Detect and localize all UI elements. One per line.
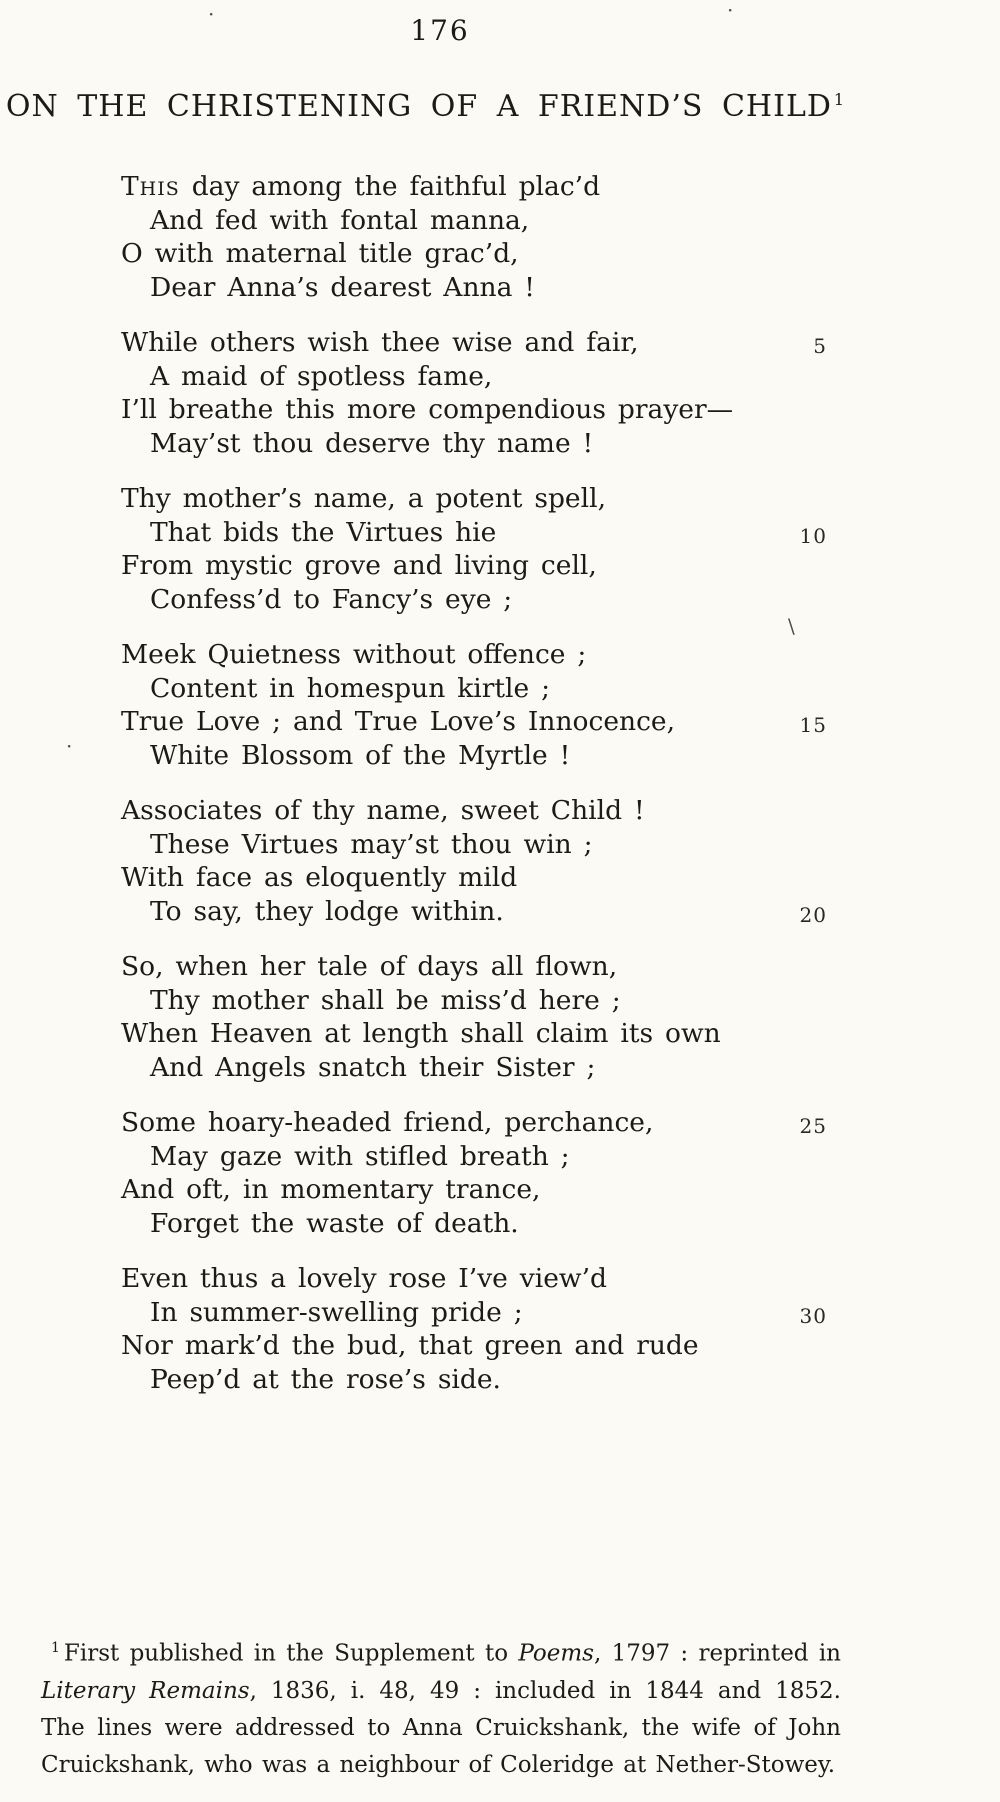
poem-line <box>121 1051 821 1085</box>
poem-line-text: White Blossom of the Myrtle ! <box>150 739 571 771</box>
poem-line-text: With face as eloquently mild <box>121 862 518 893</box>
poem-line <box>121 583 821 617</box>
stanza <box>121 326 827 460</box>
poem-line-text: May gaze with stifled breath ; <box>150 1140 570 1172</box>
scan-artifact: · <box>208 2 215 26</box>
poem-line <box>121 170 821 204</box>
poem-line-text: And oft, in momentary trance, <box>121 1174 541 1205</box>
poem-line <box>121 1140 821 1174</box>
verse-line-number: 25 <box>799 1114 827 1138</box>
title-footnote-ref: 1 <box>833 90 845 109</box>
poem-line <box>121 1329 821 1363</box>
poem-line-text: Peep’d at the rose’s side. <box>150 1363 501 1395</box>
poem-line <box>121 482 821 516</box>
poem-line <box>121 360 821 394</box>
poem-line <box>121 895 827 929</box>
poem-line-text: Associates of thy name, sweet Child ! <box>121 795 645 826</box>
poem-line <box>121 393 821 427</box>
poem-line <box>121 549 821 583</box>
stanza <box>121 794 827 928</box>
poem-line <box>121 1173 821 1207</box>
poem-line-text: True Love ; and True Love’s Innocence, <box>121 706 676 737</box>
poem-line-text: And Angels snatch their Sister ; <box>150 1051 596 1083</box>
poem-line-text: That bids the Virtues hie <box>150 516 497 548</box>
poem-line <box>121 204 821 238</box>
poem-line <box>121 861 821 895</box>
poem-line-text: This day among the faithful plac’d <box>121 171 601 202</box>
poem-line-text: And fed with fontal manna, <box>150 204 530 236</box>
poem-line <box>121 1017 821 1051</box>
poem-line <box>121 739 821 773</box>
poem-line <box>121 237 821 271</box>
scan-artifact: · <box>727 0 734 22</box>
poem-line <box>121 326 827 360</box>
poem-line-text: While others wish thee wise and fair, <box>121 327 639 358</box>
poem-line <box>121 1262 821 1296</box>
poem-line-text: Thy mother’s name, a potent spell, <box>121 483 606 514</box>
verse-line-number: 10 <box>799 523 827 548</box>
poem-line-text: May’st thou deserve thy name ! <box>150 427 594 459</box>
stanza <box>121 1262 827 1396</box>
footnote-segment: , 1836, i. 48, 49 : included in 1844 and 1852. The lines were addressed to Anna Cruickshank, the wife of John Cruickshank, who was a neighbour of Coleridge at Nether-Stowey. <box>41 1677 841 1778</box>
footnote-text <box>41 1641 841 1778</box>
poem-line-text: Some hoary-headed friend, perchance, <box>121 1107 654 1138</box>
poem-title <box>0 89 850 124</box>
stanza <box>121 950 821 1084</box>
footnote-segment: First published in the Supplement to <box>63 1640 519 1667</box>
poem-line <box>121 427 821 461</box>
stanza <box>121 170 821 304</box>
verse-line-number: 5 <box>813 334 827 358</box>
verse-line-number: 20 <box>799 902 827 927</box>
poem-line-text: I’ll breathe this more compendious prayer— <box>121 394 734 425</box>
poem-line <box>121 984 821 1018</box>
poem-line-text: When Heaven at length shall claim its own <box>121 1018 721 1049</box>
poem-line <box>121 672 821 706</box>
poem-line-text: From mystic grove and living cell, <box>121 550 597 581</box>
poem-line <box>121 1296 827 1330</box>
poem-line-text: O with maternal title grac’d, <box>121 238 519 269</box>
scan-artifact: \ <box>788 614 795 638</box>
poem-body <box>121 170 827 1396</box>
poem-line-text: To say, they lodge within. <box>150 895 504 927</box>
poem-line <box>121 950 821 984</box>
poem-line <box>121 638 821 672</box>
poem-line <box>121 516 827 550</box>
poem-line-text: Content in homespun kirtle ; <box>150 672 551 704</box>
smallcaps-lead-word: This <box>121 171 180 202</box>
poem-line-text: Forget the waste of death. <box>150 1207 519 1239</box>
poem-line-text: These Virtues may’st thou win ; <box>150 828 593 860</box>
footnote-segment-italic: Poems <box>518 1640 594 1667</box>
poem-line-text: Thy mother shall be miss’d here ; <box>150 984 621 1016</box>
poem-line-text: Dear Anna’s dearest Anna ! <box>150 271 535 303</box>
poem-line-text: In summer-swelling pride ; <box>150 1296 523 1328</box>
poem-title-text: ON THE CHRISTENING OF A FRIEND’S CHILD <box>5 89 832 124</box>
stanza <box>121 482 827 616</box>
poem-line-text: Even thus a lovely rose I’ve view’d <box>121 1263 607 1294</box>
poem-line-text: Meek Quietness without offence ; <box>121 639 587 670</box>
verse-line-number: 15 <box>799 713 827 737</box>
poem-line-text: A maid of spotless fame, <box>150 360 493 392</box>
stanza <box>121 1106 827 1240</box>
stanza <box>121 638 827 772</box>
scan-artifact: · <box>66 734 73 758</box>
footnote-ref-marker: 1 <box>51 1640 60 1656</box>
page-number: 176 <box>410 14 470 47</box>
footnote-segment: , 1797 : reprinted in <box>593 1640 841 1667</box>
poem-line <box>121 1363 821 1397</box>
poem-line <box>121 828 821 862</box>
poem-line-text: Confess’d to Fancy’s eye ; <box>150 583 513 615</box>
poem-line <box>121 705 827 739</box>
poem-line-text: Nor mark’d the bud, that green and rude <box>121 1330 699 1361</box>
footnote-segment-italic: Literary Remains <box>41 1677 250 1704</box>
poem-line <box>121 271 821 305</box>
poem-line-text: So, when her tale of days all flown, <box>121 951 618 982</box>
footnote <box>41 1630 841 1784</box>
poem-line <box>121 1106 827 1140</box>
verse-line-number: 30 <box>799 1303 827 1328</box>
poem-line <box>121 1207 821 1241</box>
poem-line <box>121 794 821 828</box>
